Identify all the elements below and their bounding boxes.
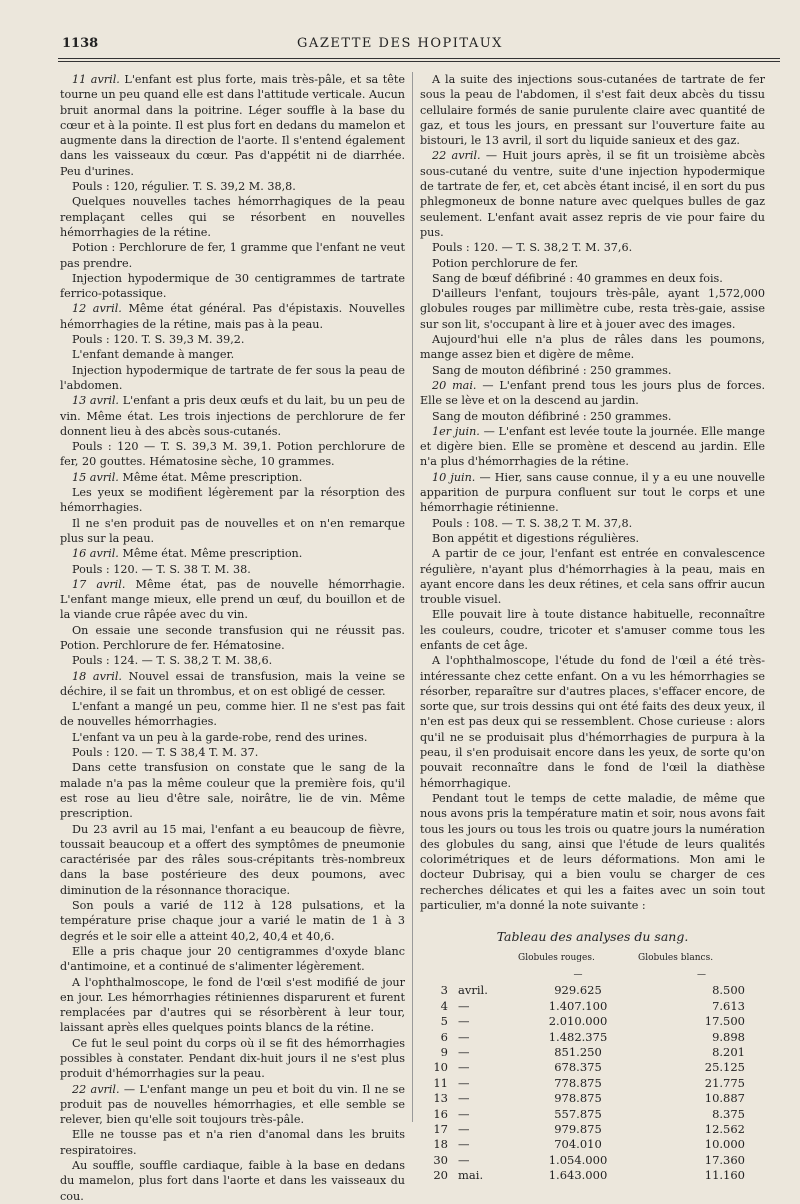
paragraph-text: Du 23 avril au 15 mai, l'enfant a eu beaucoup de fièvre, toussait beaucoup et a offert des symptômes de pneumonie caractérisée par des râles sous-crépitants très-nombreux dans la base postérieure des deux poumons, avec diminution de la résonnance thoracique. bbox=[60, 822, 405, 897]
entry-date: 18 avril. bbox=[72, 669, 122, 683]
paragraph-text: Elle pouvait lire à toute distance habituelle, reconnaître les couleurs, coudre, tricoter et s'amuser comme tous les enfants de cet âge. bbox=[420, 608, 765, 652]
paragraph-text: — L'enfant prend tous les jours plus de forces. Elle se lève et on la descend au jardin. bbox=[420, 378, 765, 408]
paragraph bbox=[420, 256, 765, 271]
paragraph bbox=[420, 607, 765, 653]
table-row bbox=[420, 1030, 765, 1045]
paragraph-text: Potion : Perchlorure de fer, 1 gramme que l'enfant ne veut pas prendre. bbox=[60, 241, 405, 270]
row-month: — bbox=[458, 1060, 470, 1075]
paragraph bbox=[420, 72, 765, 148]
paragraph bbox=[60, 516, 405, 547]
white-cell-count: 25.125 bbox=[704, 1060, 745, 1075]
entry-date: 20 mai. bbox=[432, 378, 477, 392]
paragraph-text: Potion perchlorure de fer. bbox=[432, 256, 579, 270]
red-cell-count: 929.625 bbox=[554, 983, 602, 998]
paragraph-text: On essaie une seconde transfusion qui ne réussit pas. Potion. Perchlorure de fer. Hématosine. bbox=[60, 623, 405, 652]
paragraph-text: Même état. Même prescription. bbox=[122, 470, 303, 484]
paragraph-text: Pouls : 120. — T. S. 38,2 T. M. 37,6. bbox=[432, 241, 633, 255]
paragraph bbox=[420, 148, 765, 240]
paragraph bbox=[420, 409, 765, 424]
paragraph-text: Pouls : 120. T. S. 39,3 M. 39,2. bbox=[72, 333, 245, 347]
paragraph-text: Elle a pris chaque jour 20 centigrammes d'oxyde blanc d'antimoine, et a continué de s'alimenter légèrement. bbox=[60, 944, 405, 974]
paragraph bbox=[420, 653, 765, 791]
red-cell-count: 1.482.375 bbox=[548, 1029, 608, 1044]
row-day: 20 bbox=[433, 1168, 448, 1183]
row-month: — bbox=[458, 1121, 470, 1136]
entry-date: 17 avril. bbox=[72, 577, 126, 591]
paragraph bbox=[60, 546, 405, 561]
paragraph-text: Même état, pas de nouvelle hémorrhagie. L'enfant mange mieux, elle prend un œuf, du bouillon et de la viande crue râpée avec du vin. bbox=[60, 577, 406, 622]
paragraph bbox=[60, 577, 405, 623]
paragraph-text: Injection hypodermique de tartrate de fer sous la peau de l'abdomen. bbox=[60, 363, 405, 392]
red-cell-count: 778.875 bbox=[554, 1075, 602, 1090]
paragraph bbox=[60, 1036, 405, 1082]
paragraph bbox=[420, 424, 765, 470]
right-column bbox=[420, 72, 765, 1184]
paragraph bbox=[60, 363, 405, 394]
paragraph bbox=[60, 562, 405, 577]
header-red-cells: Globules rouges. bbox=[518, 952, 595, 963]
paragraph-text: Pouls : 120. — T. S. 38 T. M. 38. bbox=[72, 562, 251, 576]
white-cell-count: 10.000 bbox=[704, 1137, 745, 1152]
red-cell-count: 678.375 bbox=[554, 1060, 602, 1075]
paragraph-text: — L'enfant mange un peu et boit du vin. Il ne se produit pas de nouvelles hémorrhagies, et elle semble se relever, bien qu'elle soit toujours très-pâle. bbox=[60, 1082, 405, 1127]
paragraph bbox=[60, 332, 405, 347]
entry-date: 16 avril. bbox=[72, 547, 119, 561]
table-row bbox=[420, 983, 765, 998]
row-day: 9 bbox=[440, 1044, 448, 1059]
row-month: — bbox=[458, 1091, 470, 1106]
row-month: — bbox=[458, 1106, 470, 1121]
header-rule bbox=[58, 58, 780, 59]
paragraph bbox=[60, 898, 405, 944]
table-row bbox=[420, 1137, 765, 1152]
paragraph bbox=[60, 347, 405, 362]
paragraph-text: Même état. Même prescription. bbox=[122, 547, 303, 561]
white-cell-count: 8.375 bbox=[712, 1106, 745, 1121]
blood-analysis-table: Globules rouges. Globules blancs. — — 3 avril. 929.625 8.500 4 — 1.407.100 7.613 5 — 2.010.000 17.500 6 — 1.482.375 9.898 9 — 851.250 8.201 10 — 678.375 25.125 11 — 778.875 21.775 13 — 978.875 10.887 16 — 557.875 8.375 17 — 979.875 12.562 18 — 704.010 10.000 30 — 1.054.000 17.360 20 mai. 1.643.000 11.160 bbox=[420, 951, 765, 1184]
paragraph-text: — Hier, sans cause connue, il y a eu une nouvelle apparition de purpura confluent sur tout le corps et une hémorrhagie rétinienne. bbox=[420, 470, 765, 515]
paragraph-text: Au souffle, souffle cardiaque, faible à la base en dedans du mamelon, plus fort dans l'aorte et dans les vaisseaux du cou. bbox=[60, 1159, 405, 1203]
red-cell-count: 704.010 bbox=[554, 1137, 602, 1152]
paragraph-text: Pouls : 124. — T. S. 38,2 T. M. 38,6. bbox=[72, 654, 273, 668]
paragraph bbox=[60, 179, 405, 194]
red-cell-count: 557.875 bbox=[554, 1106, 602, 1121]
paragraph-text: Dans cette transfusion on constate que le sang de la malade n'a pas la même couleur que la première fois, qu'il est rose au lieu d'être sale, noirâtre, lie de vin. Même prescription. bbox=[60, 761, 405, 821]
table-row bbox=[420, 1168, 765, 1183]
paragraph-text: Pouls : 120. — T. S 38,4 T. M. 37. bbox=[72, 746, 259, 760]
entry-date: 13 avril. bbox=[72, 394, 119, 408]
page-number: 1138 bbox=[62, 36, 99, 51]
paragraph-text: Son pouls a varié de 112 à 128 pulsations, et la température prise chaque jour a varié le matin de 1 à 3 degrés et le soir elle a atteint 40,2, 40,4 et 40,6. bbox=[60, 899, 405, 943]
row-day: 4 bbox=[440, 998, 448, 1013]
row-day: 16 bbox=[433, 1106, 448, 1121]
table-row bbox=[420, 1122, 765, 1137]
paragraph-text: — L'enfant est levée toute la journée. Elle mange et digère bien. Elle se promène et descend au jardin. Elle n'a plus d'hémorrhagies de la rétine. bbox=[420, 424, 766, 469]
paragraph bbox=[420, 378, 765, 409]
paragraph bbox=[60, 623, 405, 654]
paragraph-text: Pouls : 120 — T. S. 39,3 M. 39,1. Potion perchlorure de fer, 20 gouttes. Hématosine sèche, 10 grammes. bbox=[60, 440, 405, 469]
row-month: — bbox=[458, 998, 470, 1013]
paragraph bbox=[60, 730, 405, 745]
row-month: — bbox=[458, 1075, 470, 1090]
paragraph bbox=[60, 72, 405, 179]
paragraph-text: Ce fut le seul point du corps où il se fit des hémorrhagies possibles à constater. Pendant dix-huit jours il ne s'est plus produit d'hémorrhagies sur la peau. bbox=[60, 1036, 405, 1081]
paragraph-text: Sang de mouton défibriné : 250 grammes. bbox=[432, 363, 672, 377]
row-day: 18 bbox=[433, 1137, 448, 1152]
table-row bbox=[420, 1107, 765, 1122]
paragraph bbox=[60, 439, 405, 470]
paragraph bbox=[420, 546, 765, 607]
paragraph bbox=[420, 240, 765, 255]
white-cell-count: 8.201 bbox=[712, 1044, 745, 1059]
paragraph-text: L'enfant a mangé un peu, comme hier. Il ne s'est pas fait de nouvelles hémorrhagies. bbox=[60, 700, 405, 729]
row-day: 10 bbox=[433, 1060, 448, 1075]
red-cell-count: 1.407.100 bbox=[548, 998, 608, 1013]
row-day: 6 bbox=[440, 1029, 448, 1044]
entry-date: 22 avril. bbox=[72, 1082, 120, 1096]
red-cell-count: 1.643.000 bbox=[548, 1168, 608, 1183]
table-row bbox=[420, 999, 765, 1014]
entry-date: 10 juin. bbox=[432, 470, 476, 484]
paragraph-text: Quelques nouvelles taches hémorrhagiques de la peau remplaçant celles qui se résorbent en nouvelles hémorrhagies de la rétine. bbox=[60, 195, 405, 239]
entry-date: 15 avril. bbox=[72, 470, 119, 484]
paragraph bbox=[60, 944, 405, 975]
paragraph bbox=[60, 194, 405, 240]
paragraph bbox=[420, 531, 765, 546]
entry-date: 12 avril. bbox=[72, 302, 122, 316]
row-month: mai. bbox=[458, 1168, 484, 1183]
row-day: 5 bbox=[440, 1014, 448, 1029]
paragraph-text: Nouvel essai de transfusion, mais la veine se déchire, il se fait un thrombus, et on est obligé de cesser. bbox=[60, 669, 406, 698]
paragraph-text: D'ailleurs l'enfant, toujours très-pâle, ayant 1,572,000 globules rouges par millimètre cube, resta très-gaie, assise sur son lit, s'occupant à lire et à jouer avec des images. bbox=[420, 287, 765, 331]
paragraph-text: L'enfant est plus forte, mais très-pâle, et sa tête tourne un peu quand elle est dans l'attitude verticale. Aucun bruit anormal dans la poitrine. Léger souffle à la base du cœur et à la pointe. Il est plus fort en dedans du mamelon et augmente dans la direction de l'aorte. Il s'entend également dans les vaisseaux du cœur. Pas d'appétit ni de diarrhée. Peu d'urines. bbox=[60, 73, 406, 178]
paragraph bbox=[60, 485, 405, 516]
paragraph-text: A partir de ce jour, l'enfant est entrée en convalescence régulière, n'ayant plus d'hémorrhagies à la peau, mais en ayant encore dans les deux rétines, et cela sans offrir aucun trouble visuel. bbox=[420, 547, 765, 607]
paragraph bbox=[60, 240, 405, 271]
paragraph-text: Pendant tout le temps de cette maladie, de même que nous avons pris la température matin et soir, nous avons fait tous les jours ou tous les trois ou quatre jours la numération des globules du sang, ainsi que l'étude de leurs qualités colorimétriques et de leurs déformations. Mon ami le docteur Dubrisay, qui a bien voulu se charger de ces recherches délicates et qui les a faites avec un soin tout particulier, m'a donné la note suivante : bbox=[420, 791, 765, 913]
paragraph bbox=[420, 286, 765, 332]
paragraph-text: A l'ophthalmoscope, l'étude du fond de l'œil a été très-intéressante chez cette enfant. On a vu les hémorrhagies se résorber, reparaître sur d'autres places, s'effacer encore, de sorte que, sur trois dessins qui ont été faits des deux yeux, il n'en est pas deux qui se ressemblent. Chose curieuse : alors qu'il ne se produisait plus d'hémorrhagies de purpura à la peau, il s'en produisait encore dans les yeux, de sorte qu'on pouvait reconnaître dans le fond de l'œil la diathèse hémorrhagique. bbox=[420, 654, 765, 790]
paragraph-text: — Huit jours après, il se fit un troisième abcès sous-cutané du ventre, suite d'une injection hypodermique de tartrate de fer, et, cet abcès étant incisé, il en sort du pus phlegmoneux de bonne nature avec quelques bulles de gaz seulement. L'enfant avait assez repris de vie pour faire du pus. bbox=[420, 149, 765, 239]
paragraph bbox=[60, 975, 405, 1036]
row-day: 17 bbox=[433, 1121, 448, 1136]
header-white-cells: Globules blancs. bbox=[638, 952, 714, 963]
red-cell-count: 978.875 bbox=[554, 1091, 602, 1106]
entry-date: 11 avril. bbox=[72, 73, 120, 86]
column-divider bbox=[412, 72, 413, 1122]
white-cell-count: 11.160 bbox=[704, 1168, 745, 1183]
red-cell-count: 1.054.000 bbox=[548, 1152, 608, 1167]
paragraph bbox=[60, 470, 405, 485]
paragraph-text: Injection hypodermique de 30 centigrammes de tartrate ferrico-potassique. bbox=[60, 271, 405, 301]
table-row bbox=[420, 1076, 765, 1091]
paragraph bbox=[60, 393, 405, 439]
white-cell-count: 8.500 bbox=[712, 983, 745, 998]
white-cell-count: 12.562 bbox=[704, 1121, 745, 1136]
paragraph bbox=[420, 470, 765, 516]
row-month: — bbox=[458, 1152, 470, 1167]
paragraph bbox=[60, 1158, 405, 1204]
paragraph bbox=[60, 653, 405, 668]
table-row bbox=[420, 1060, 765, 1075]
white-cell-count: 17.500 bbox=[704, 1014, 745, 1029]
entry-date: 22 avril. bbox=[432, 149, 481, 163]
left-column bbox=[60, 72, 405, 1204]
paragraph-text: A l'ophthalmoscope, le fond de l'œil s'est modifié de jour en jour. Les hémorrhagies rétiniennes disparurent et furent remplacées par d'autres qui se résorbèrent à leur tour, laissant après elles quelques points blancs de la rétine. bbox=[60, 975, 405, 1035]
table-row bbox=[420, 1091, 765, 1106]
white-cell-count: 10.887 bbox=[704, 1091, 745, 1106]
table-row bbox=[420, 1045, 765, 1060]
header-rule-2 bbox=[58, 61, 780, 62]
paragraph bbox=[60, 1127, 405, 1158]
paragraph-text: L'enfant va un peu à la garde-robe, rend des urines. bbox=[72, 730, 368, 744]
row-month: — bbox=[458, 1044, 470, 1059]
paragraph-text: Bon appétit et digestions régulières. bbox=[432, 531, 640, 545]
paragraph bbox=[60, 1082, 405, 1128]
row-month: — bbox=[458, 1137, 470, 1152]
red-cell-count: 851.250 bbox=[554, 1044, 602, 1059]
white-cell-count: 21.775 bbox=[704, 1075, 745, 1090]
red-cell-count: 979.875 bbox=[554, 1121, 602, 1136]
paragraph bbox=[420, 363, 765, 378]
paragraph bbox=[420, 271, 765, 286]
paragraph-text: Sang de bœuf défibriné : 40 grammes en deux fois. bbox=[432, 271, 723, 285]
row-day: 13 bbox=[433, 1091, 448, 1106]
paragraph bbox=[420, 791, 765, 913]
row-day: 11 bbox=[433, 1075, 448, 1090]
table-title: Tableau des analyses du sang. bbox=[496, 929, 689, 945]
red-cell-count: 2.010.000 bbox=[548, 1014, 608, 1029]
paragraph bbox=[60, 669, 405, 700]
paragraph bbox=[60, 745, 405, 760]
row-day: 30 bbox=[433, 1152, 448, 1167]
table-row bbox=[420, 1014, 765, 1029]
paragraph-text: Les yeux se modifient légèrement par la résorption des hémorrhagies. bbox=[60, 486, 405, 515]
white-cell-count: 17.360 bbox=[704, 1152, 745, 1167]
entry-date: 1er juin. bbox=[432, 424, 480, 438]
paragraph bbox=[60, 760, 405, 821]
running-head: GAZETTE DES HOPITAUX bbox=[297, 36, 503, 51]
paragraph-text: Elle ne tousse pas et n'a rien d'anomal dans les bruits respiratoires. bbox=[60, 1128, 405, 1157]
paragraph bbox=[420, 332, 765, 363]
paragraph bbox=[420, 516, 765, 531]
paragraph-text: Même état général. Pas d'épistaxis. Nouvelles hémorrhagies de la rétine, mais pas à la peau. bbox=[60, 302, 405, 331]
row-day: 3 bbox=[440, 983, 448, 998]
paragraph-text: Pouls : 120, régulier. T. S. 39,2 M. 38,8. bbox=[72, 180, 296, 194]
paragraph bbox=[60, 822, 405, 898]
paragraph bbox=[60, 271, 405, 302]
paragraph-text: Aujourd'hui elle n'a plus de râles dans les poumons, mange assez bien et digère de même. bbox=[420, 333, 765, 362]
paragraph-text: L'enfant a pris deux œufs et du lait, bu un peu de vin. Même état. Les trois injections de perchlorure de fer donnent lieu à des abcès sous-cutanés. bbox=[60, 394, 405, 438]
row-month: — bbox=[458, 1029, 470, 1044]
paragraph-text: Il ne s'en produit pas de nouvelles et on n'en remarque plus sur la peau. bbox=[60, 516, 405, 545]
paragraph bbox=[60, 699, 405, 730]
paragraph-text: Sang de mouton défibriné : 250 grammes. bbox=[432, 409, 672, 423]
paragraph-text: L'enfant demande à manger. bbox=[72, 348, 235, 362]
row-month: avril. bbox=[458, 983, 488, 998]
paragraph bbox=[60, 301, 405, 332]
white-cell-count: 9.898 bbox=[712, 1029, 745, 1044]
paragraph-text: Pouls : 108. — T. S. 38,2 T. M. 37,8. bbox=[432, 516, 633, 530]
white-cell-count: 7.613 bbox=[712, 998, 745, 1013]
paragraph-text: A la suite des injections sous-cutanées de tartrate de fer sous la peau de l'abdomen, il s'est fait deux abcès du tissu cellulaire formés de sanie purulente claire avec quantité de gaz, et tous les jours, en pressant sur l'ouverture faite au bistouri, le 13 avril, il sort du liquide sanieux et des gaz. bbox=[420, 73, 765, 148]
row-month: — bbox=[458, 1014, 470, 1029]
